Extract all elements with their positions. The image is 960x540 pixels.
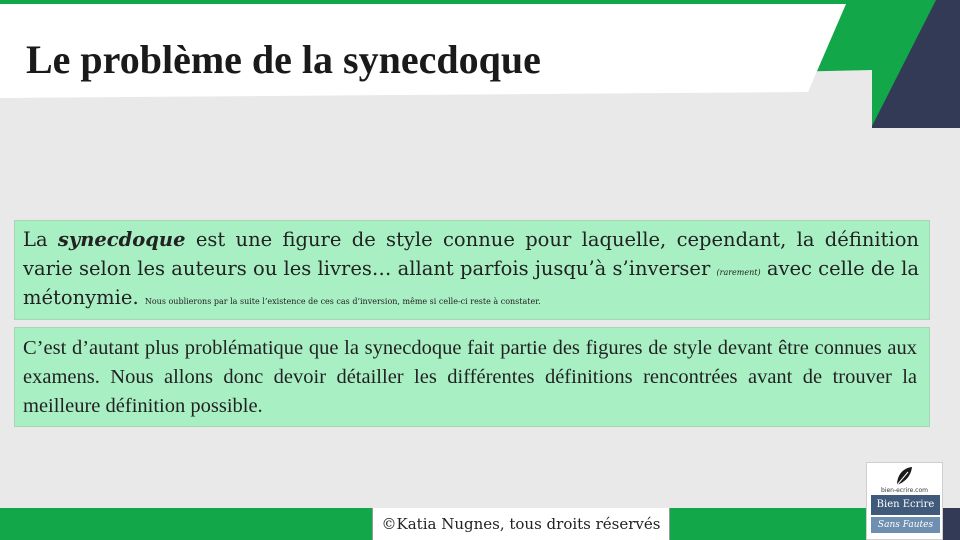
leaf-icon [893, 465, 915, 487]
logo-site-url: bien-ecrire.com [880, 487, 928, 494]
site-logo [866, 462, 943, 540]
para1-text-c: avec celle de la métonymie. [23, 257, 919, 309]
copyright-notice: ©Katia Nugnes, tous droits réservés [372, 508, 670, 540]
para1-text-b: est une figure de style connue pour laquelle, cependant, la définition varie selon les auteurs ou les livres… allant parfois jusqu’à s’inverser [23, 228, 919, 280]
para2-text: C’est d’autant plus problématique que la synecdoque fait partie des figures de style devant être connues aux examens. Nous allons donc devoir détailler les différentes définitions rencontrées avant de trouver la meilleure définition possible. [23, 337, 917, 417]
logo-subtitle: Sans Fautes [871, 517, 940, 533]
page-title: Le problème de la synecdoque [26, 37, 541, 82]
para1-note-rarely: (rarement) [716, 268, 761, 277]
para1-term: synecdoque [57, 228, 186, 251]
logo-brand: Bien Ecrire [871, 495, 940, 515]
para1-text-a: La [23, 228, 58, 251]
para1-footnote: Nous oublierons par la suite l’existence de ces cas d’inversion, même si celle-ci reste à constater. [144, 297, 541, 306]
problem-box [14, 327, 930, 427]
definition-box [14, 220, 930, 320]
